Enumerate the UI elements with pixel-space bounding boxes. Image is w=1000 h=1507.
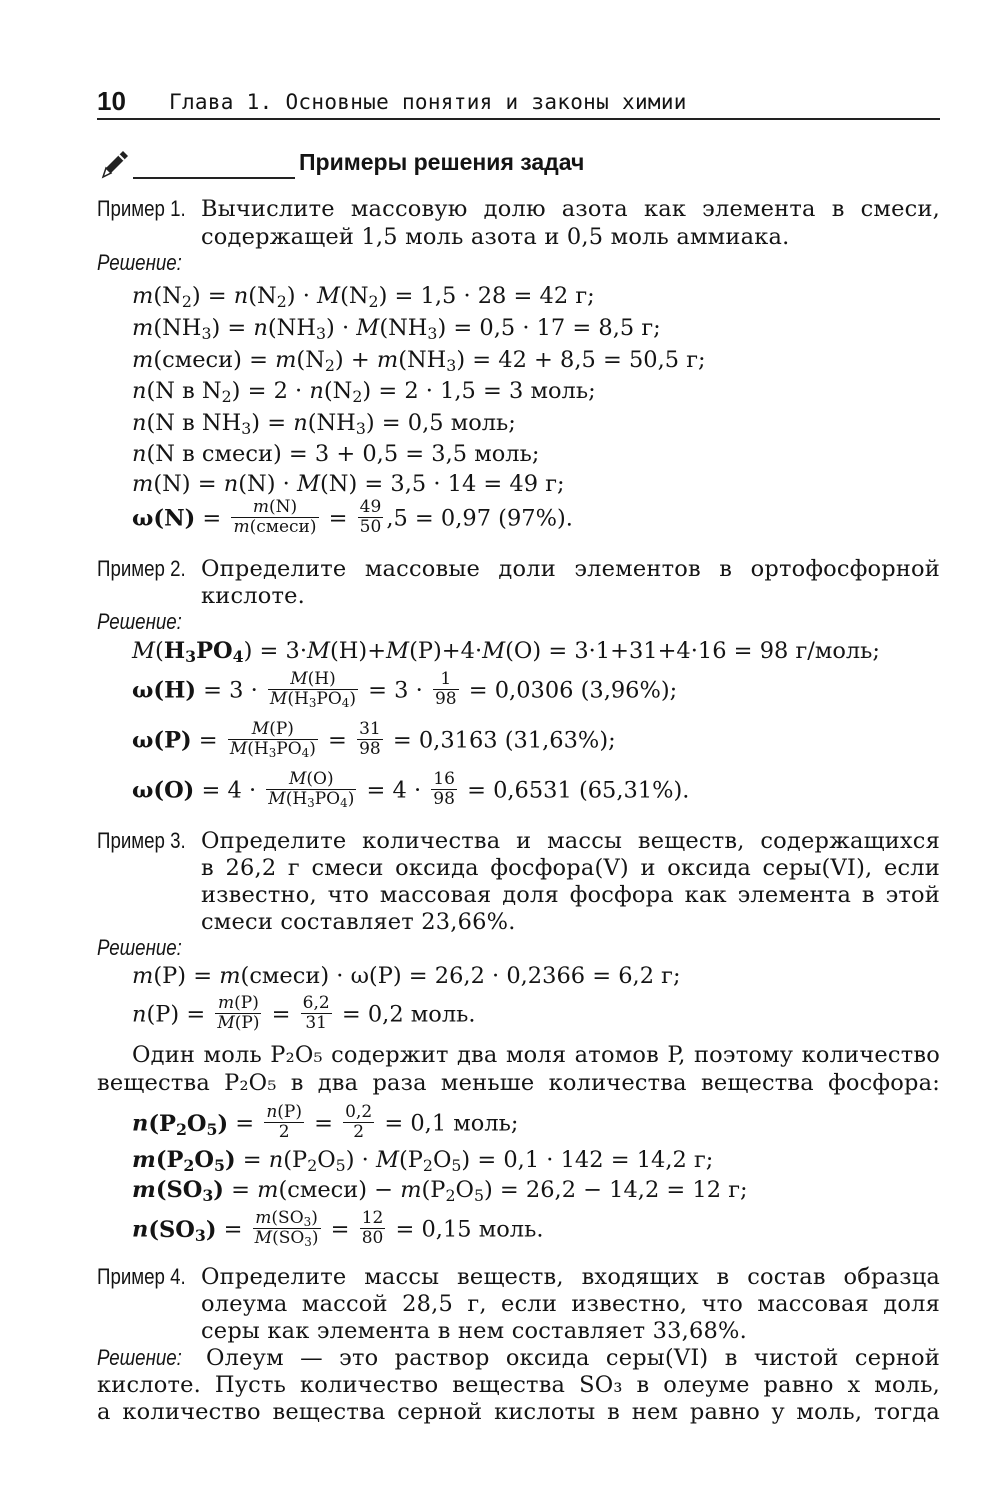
example-3-solution-label: Решение: [97,935,182,960]
section-title: Примеры решения задач [299,149,585,175]
example-1-text-line-1: Вычислите массовую долю азота как элемента в смеси, [201,196,940,222]
eq-value: = 3,5 · 14 = 49 г; [364,471,565,497]
section-rule [133,177,295,179]
example-3-text-line-1: Определите количества и массы веществ, содержащихся [201,828,940,854]
example-3-equation-5: $m(SO_3)$ = m(смеси) − $m(P_2O_5) = 26,2 - 14,2 = 12$ г; [132,1177,748,1205]
pencil-icon [97,146,133,182]
example-4-text-line-2: олеума массой 28,5 г, если известно, что массовая доля [201,1291,940,1317]
example-4-text-line-1: Определите массы веществ, входящих в состав образца [201,1264,940,1290]
example-3-equation-3: $n(P_2O_5)$ = $\frac{n(P)}{2}$ = $\frac{0,2}{2}$ = 0,1 моль; [132,1102,519,1142]
eq-value: = 0,3163 (31,63%); [392,727,616,754]
eq-value: = 42 + 8,5 = 50,5 г; [472,347,706,373]
eq-value: = 0,5 · 17 = 8,5 г; [453,315,661,341]
example-1-equation-2: $m(NH_3) = n(NH_3) \cdot M(NH_3) = 0,5 \cdot 17 = 8,5$ г; [132,315,661,343]
example-4-paragraph-line-3: а количество вещества серной кислоты в нем равно y моль, тогда [97,1399,940,1425]
example-1-equation-8: ω(N) = $\frac{m(N)}{\text{m(смеси)}}$ = $\frac{49}{50}$ ,5 = 0,97 (97%). [132,497,573,537]
example-3-text-line-4: смеси составляет 23,66%. [201,909,516,935]
example-3-text-line-2: в 26,2 г смеси оксида фосфора(V) и оксида серы(VI), если [201,855,940,881]
example-3-label: Пример 3. [97,828,186,853]
page-number: 10 [97,86,126,116]
eq-value: = 0,6531 (65,31%). [467,777,690,804]
example-1-label: Пример 1. [97,196,186,221]
example-2-label: Пример 2. [97,556,186,581]
eq-value: = 0,15 моль. [395,1216,544,1243]
example-3-equation-2: n(P) = $\frac{m(P)}{M(P)}$ = $\frac{6,2}{31}$ = 0,2 моль. [132,993,476,1033]
section-heading [97,146,697,182]
example-1-equation-7: m(N) = n(N) · M(N) = 3,5 · 14 = 49 г; [132,471,565,497]
example-3-equation-1: m(P) = m(смеси) · ω(P) = 26,2 · 0,2366 = 6,2 г; [132,963,681,989]
example-2-text-line-2: кислоте. [201,583,306,609]
eq-value: = 2 · 1,5 = 3 моль; [378,378,596,404]
eq-value: = 3·1+31+4·16 = 98 г/моль; [548,638,881,664]
example-2-solution-label: Решение: [97,609,182,634]
example-1-equation-1: $m(N_2) = n(N_2) \cdot M(N_2) = 1,5 \cdot 28 = 42$ г; [132,283,595,311]
eq-value: ,5 = 0,97 (97%). [386,505,573,532]
example-2-equation-1: $M(H_3PO_4) = 3\cdot M(H)+M(P)+4\cdot M(O) = 3\cdot 1+31+4\cdot 16 = 98$ г/моль; [132,638,881,666]
example-2-text-line-1: Определите массовые доли элементов в ортофосфорной [201,556,940,582]
example-1-equation-6: n(N в смеси) = 3 + 0,5 = 3,5 моль; [132,441,540,467]
example-4-text-line-3: серы как элемента в нем составляет 33,68%. [201,1318,747,1344]
example-4-label: Пример 4. [97,1264,186,1289]
example-2-equation-4: ω(O) = 4 · $\frac{M(O)}{M(H_3PO_4)}$ = 4 · $\frac{16}{98}$ = 0,6531 (65,31%). [132,769,690,810]
example-3-equation-6: $n(SO_3)$ = $\frac{m(SO_3)}{M(SO_3)}$ = $\frac{12}{80}$ = 0,15 моль. [132,1208,544,1249]
eq-value: = 1,5 · 28 = 42 г; [394,283,595,309]
eq-value: = 0,0306 (3,96%); [468,677,678,704]
eq-value: = 3 + 0,5 = 3,5 моль; [288,441,540,467]
eq-value: = 26,2 · 0,2366 = 6,2 г; [408,963,681,989]
example-2-equation-3: ω(P) = $\frac{M(P)}{M(H_3PO_4)}$ = $\frac{31}{98}$ = 0,3163 (31,63%); [132,719,616,760]
example-4-paragraph-line-1: Олеум — это раствор оксида серы(VI) в чистой серной [206,1345,940,1371]
example-4-paragraph-line-2: кислоте. Пусть количество вещества SO₃ в олеуме равно x моль, [97,1372,940,1398]
example-1-equation-5: n(N в $NH_3) = n(NH_3) = 0,5$ моль; [132,410,516,438]
example-1-text-line-2: содержащей 1,5 моль азота и 0,5 моль аммиака. [201,224,790,250]
eq-value: = 0,5 моль; [381,410,516,436]
example-1-equation-3: m(смеси) = $m(N_2) + m(NH_3) = 42 + 8,5 = 50,5$ г; [132,347,706,375]
eq-value: = 0,2 моль. [341,1001,476,1028]
eq-value: = 0,1 моль; [384,1110,519,1137]
example-3-paragraph-line-2: вещества P₂O₅ в два раза меньше количества вещества фосфора: [97,1070,940,1096]
example-3-equation-4: $m(P_2O_5) = n(P_2O_5) \cdot M(P_2O_5) = 0,1 \cdot 142 = 14,2$ г; [132,1147,714,1175]
eq-value: = 26,2 − 14,2 = 12 г; [499,1177,748,1203]
chapter-title: Глава 1. Основные понятия и законы химии [169,90,687,114]
example-4-solution-label: Решение: [97,1345,182,1370]
page-header [97,86,940,120]
example-3-text-line-3: известно, что массовая доля фосфора как элемента в этой [201,882,940,908]
eq-value: = 0,1 · 142 = 14,2 г; [477,1147,714,1173]
example-1-equation-4: n(N в $N_2) = 2 \cdot n(N_2) = 2 \cdot 1,5 = 3$ моль; [132,378,596,406]
example-1-solution-label: Решение: [97,250,182,275]
example-2-equation-2: ω(H) = 3 · $\frac{M(H)}{M(H_3PO_4)}$ = 3 · $\frac{1}{98}$ = 0,0306 (3,96%); [132,669,678,710]
example-3-paragraph-line-1: Один моль P₂O₅ содержит два моля атомов P, поэтому количество [132,1042,940,1068]
